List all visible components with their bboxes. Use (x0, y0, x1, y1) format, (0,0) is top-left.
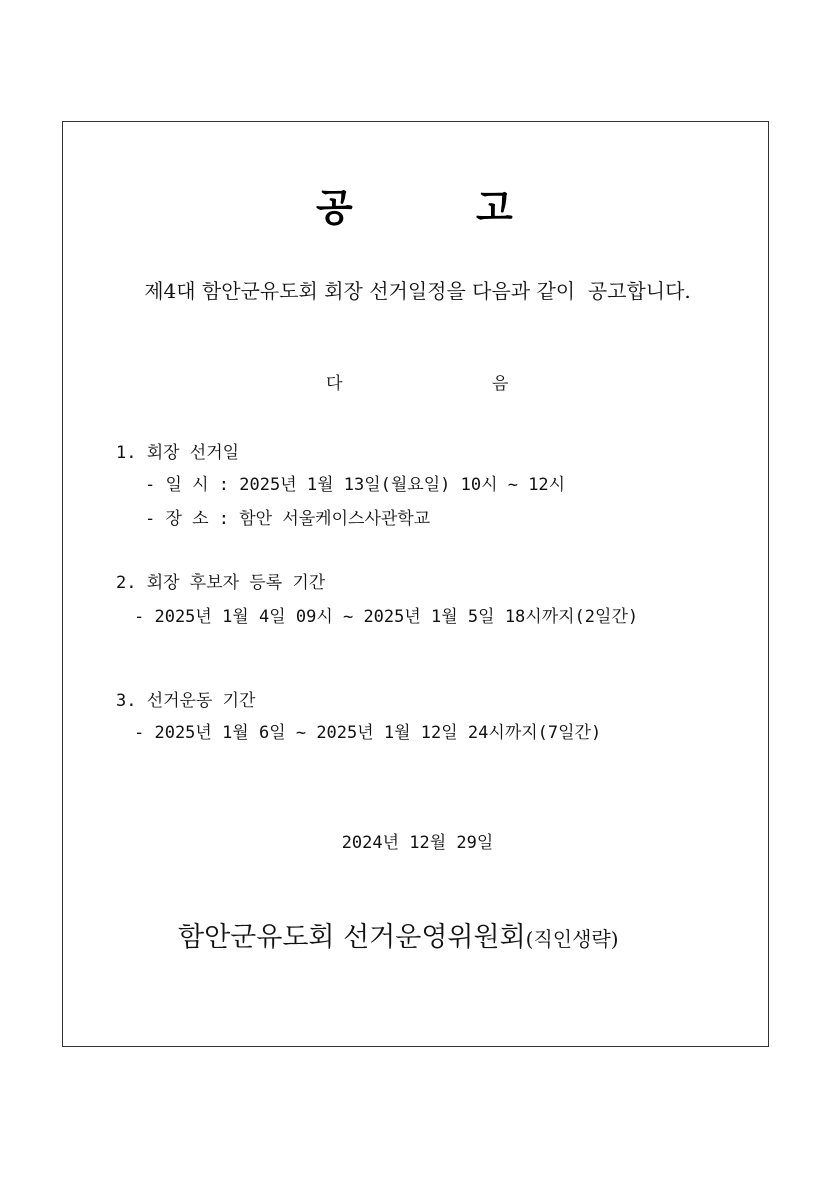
issuer-signature (178, 918, 619, 961)
registration-period-line: - 2025년 1월 4일 09시 ~ 2025년 1월 5일 18시까지(2일간) (134, 607, 639, 627)
section-election-day-heading: 1. 회장 선거일 (116, 443, 240, 463)
following-heading (0, 370, 835, 400)
notice-date: 2024년 12월 29일 (341, 833, 494, 853)
election-venue-line: - 장 소 : 함안 서울케이스사관학교 (145, 509, 431, 529)
seal-omitted-note: (직인생략) (525, 927, 619, 951)
section-candidate-registration-heading: 2. 회장 후보자 등록 기간 (116, 573, 326, 593)
notice-title (0, 184, 835, 234)
intro-sentence: 제4대 함안군유도회 회장 선거일정을 다음과 같이 공고합니다. (144, 279, 691, 303)
issuer-name: 함안군유도회 선거운영위원회 (178, 922, 526, 953)
title-char-gong: 공 (316, 186, 353, 230)
title-char-go: 고 (476, 186, 513, 230)
campaign-period-line: - 2025년 1월 6일 ~ 2025년 1월 12일 24시까지(7일간) (134, 723, 602, 743)
section-campaign-period-heading: 3. 선거운동 기간 (116, 691, 256, 711)
election-datetime-line: - 일 시 : 2025년 1월 13일(월요일) 10시 ~ 12시 (145, 475, 566, 495)
following-char-eum: 음 (492, 374, 509, 394)
following-char-da: 다 (326, 374, 343, 394)
